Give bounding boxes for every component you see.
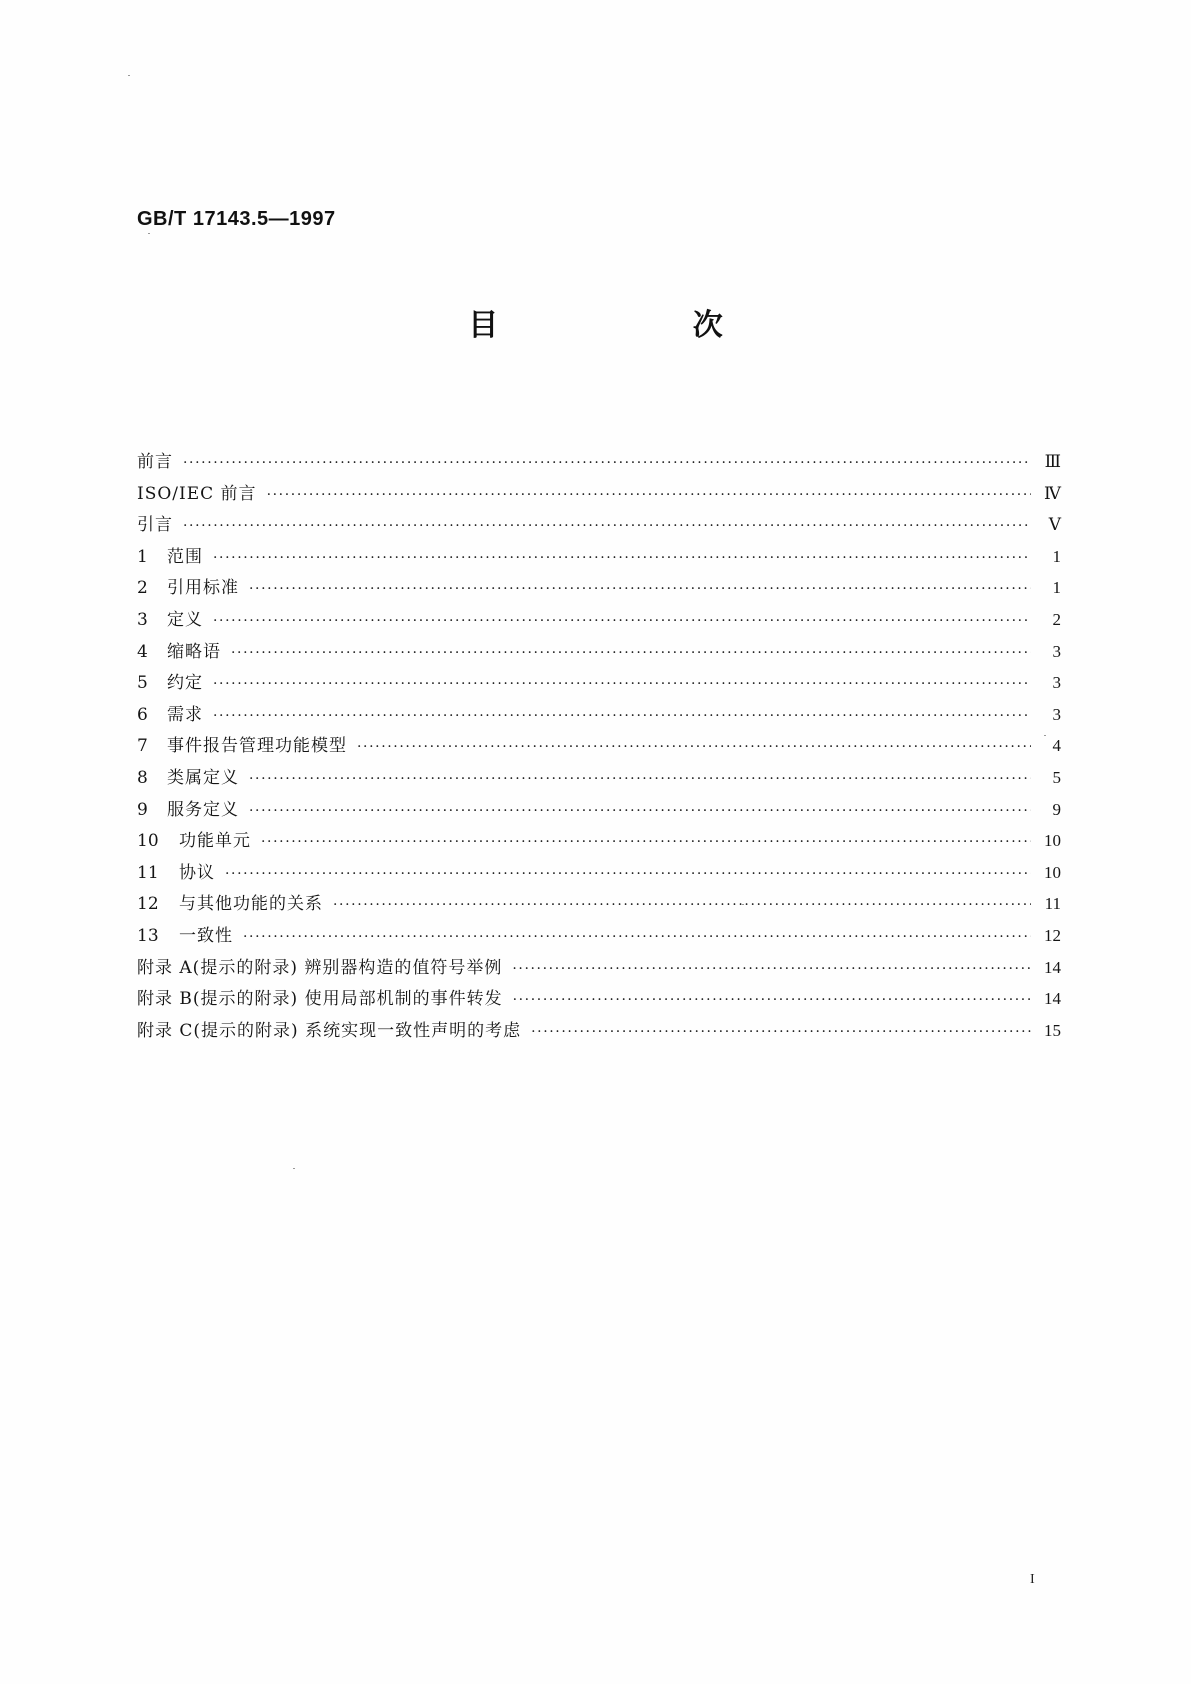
toc-entry (137, 479, 1061, 511)
toc-entry-label: 与其他功能的关系 (179, 894, 323, 915)
toc-entry-label: 附录 A(提示的附录) 辨别器构造的值符号举例 (137, 957, 503, 978)
toc-entry (137, 637, 1061, 669)
toc-entry-number: 7 (137, 736, 148, 757)
toc-entry-label: 前言 (137, 452, 173, 472)
toc-entry (137, 921, 1061, 953)
page-number: I (1030, 1572, 1035, 1587)
toc-entry-label: 附录 C(提示的附录) 系统实现一致性声明的考虑 (137, 1020, 522, 1041)
toc-entry-label: 需求 (167, 704, 203, 725)
toc-entry-number: 1 (137, 546, 148, 567)
toc-entry-page: 15 (1044, 1020, 1061, 1040)
toc-entry-page: 1 (1052, 578, 1061, 598)
toc-entry-label: 事件报告管理功能模型 (167, 736, 347, 757)
toc-entry-page: 14 (1044, 957, 1061, 977)
toc-dot-leader (513, 992, 1031, 1008)
scan-speck (1044, 735, 1046, 736)
toc-entry-number: 9 (137, 799, 148, 820)
toc-dot-leader (225, 866, 1031, 882)
toc-entry-number: 2 (137, 578, 148, 599)
toc-entry-label: 协议 (179, 862, 215, 883)
toc-entry-number: 13 (137, 925, 159, 946)
toc-dot-leader (213, 550, 1031, 566)
toc-entry-page: 12 (1044, 925, 1061, 945)
toc-entry-page: 9 (1052, 799, 1061, 819)
toc-entry (137, 573, 1061, 605)
toc-title: 目 次 (468, 308, 815, 343)
toc-entry-label: 定义 (167, 609, 203, 630)
toc-entry-page: 3 (1052, 673, 1061, 693)
toc-entry-label: 引用标准 (167, 578, 239, 599)
toc-entry-page: 10 (1044, 862, 1061, 882)
toc-entry-page: 3 (1052, 704, 1061, 724)
toc-entry (137, 858, 1061, 890)
toc-entry-number: 10 (137, 831, 159, 852)
scan-speck (128, 75, 130, 76)
toc-dot-leader (261, 834, 1031, 850)
toc-entry-label: 功能单元 (179, 831, 251, 852)
toc-dot-leader (512, 961, 1031, 977)
toc-entry-page: 10 (1044, 831, 1061, 851)
toc-dot-leader (249, 771, 1031, 787)
table-of-contents (137, 447, 1061, 1047)
scan-speck (148, 233, 150, 234)
toc-entry (137, 1016, 1061, 1048)
standard-code: GB/T 17143.5—1997 (137, 208, 336, 230)
toc-entry-page: 5 (1052, 767, 1061, 787)
toc-dot-leader (213, 708, 1031, 724)
toc-dot-leader (231, 645, 1031, 661)
toc-entry-label: ISO/IEC 前言 (137, 483, 257, 504)
toc-entry-label: 一致性 (179, 925, 233, 946)
scan-speck (742, 904, 744, 905)
toc-entry-page: 3 (1052, 641, 1061, 661)
toc-entry-label: 附录 B(提示的附录) 使用局部机制的事件转发 (137, 989, 503, 1010)
toc-entry-number: 11 (137, 862, 159, 883)
toc-entry (137, 953, 1061, 985)
toc-dot-leader (249, 581, 1031, 597)
toc-entry-number: 12 (137, 894, 159, 915)
toc-entry-label: 缩略语 (167, 641, 221, 662)
toc-dot-leader (213, 676, 1031, 692)
toc-entry (137, 984, 1061, 1016)
toc-entry-label: 约定 (167, 673, 203, 694)
toc-entry (137, 542, 1061, 574)
toc-dot-leader (183, 455, 1031, 471)
toc-dot-leader (213, 613, 1031, 629)
toc-entry-page: Ⅲ (1044, 452, 1061, 471)
toc-entry-label: 类属定义 (167, 767, 239, 788)
toc-entry-label: 服务定义 (167, 799, 239, 820)
toc-entry-page: 14 (1044, 989, 1061, 1009)
scan-speck (293, 1168, 295, 1169)
toc-dot-leader (243, 929, 1031, 945)
toc-entry-label: 引言 (137, 515, 173, 536)
toc-entry-number: 8 (137, 767, 148, 788)
toc-entry (137, 668, 1061, 700)
toc-entry (137, 889, 1061, 921)
toc-entry-page: 4 (1052, 736, 1061, 756)
toc-entry-number: 5 (137, 673, 148, 694)
toc-entry (137, 763, 1061, 795)
toc-entry-number: 4 (137, 641, 148, 662)
toc-dot-leader (249, 803, 1031, 819)
toc-entry-page: 1 (1052, 546, 1061, 566)
toc-entry-page: 2 (1052, 609, 1061, 629)
toc-dot-leader (333, 897, 1031, 913)
toc-dot-leader (531, 1024, 1031, 1040)
toc-entry (137, 731, 1061, 763)
toc-entry-number: 6 (137, 704, 148, 725)
toc-entry (137, 605, 1061, 637)
toc-entry (137, 510, 1061, 542)
toc-entry-page: Ⅴ (1048, 515, 1061, 535)
toc-entry-number: 3 (137, 609, 148, 630)
toc-dot-leader (267, 487, 1031, 503)
toc-dot-leader (183, 518, 1031, 534)
toc-entry (137, 826, 1061, 858)
toc-entry-label: 范围 (167, 546, 203, 567)
toc-entry (137, 795, 1061, 827)
toc-entry (137, 447, 1061, 479)
toc-entry-page: 11 (1044, 894, 1061, 914)
toc-dot-leader (357, 739, 1031, 755)
toc-entry-page: Ⅳ (1044, 483, 1061, 503)
toc-entry (137, 700, 1061, 732)
